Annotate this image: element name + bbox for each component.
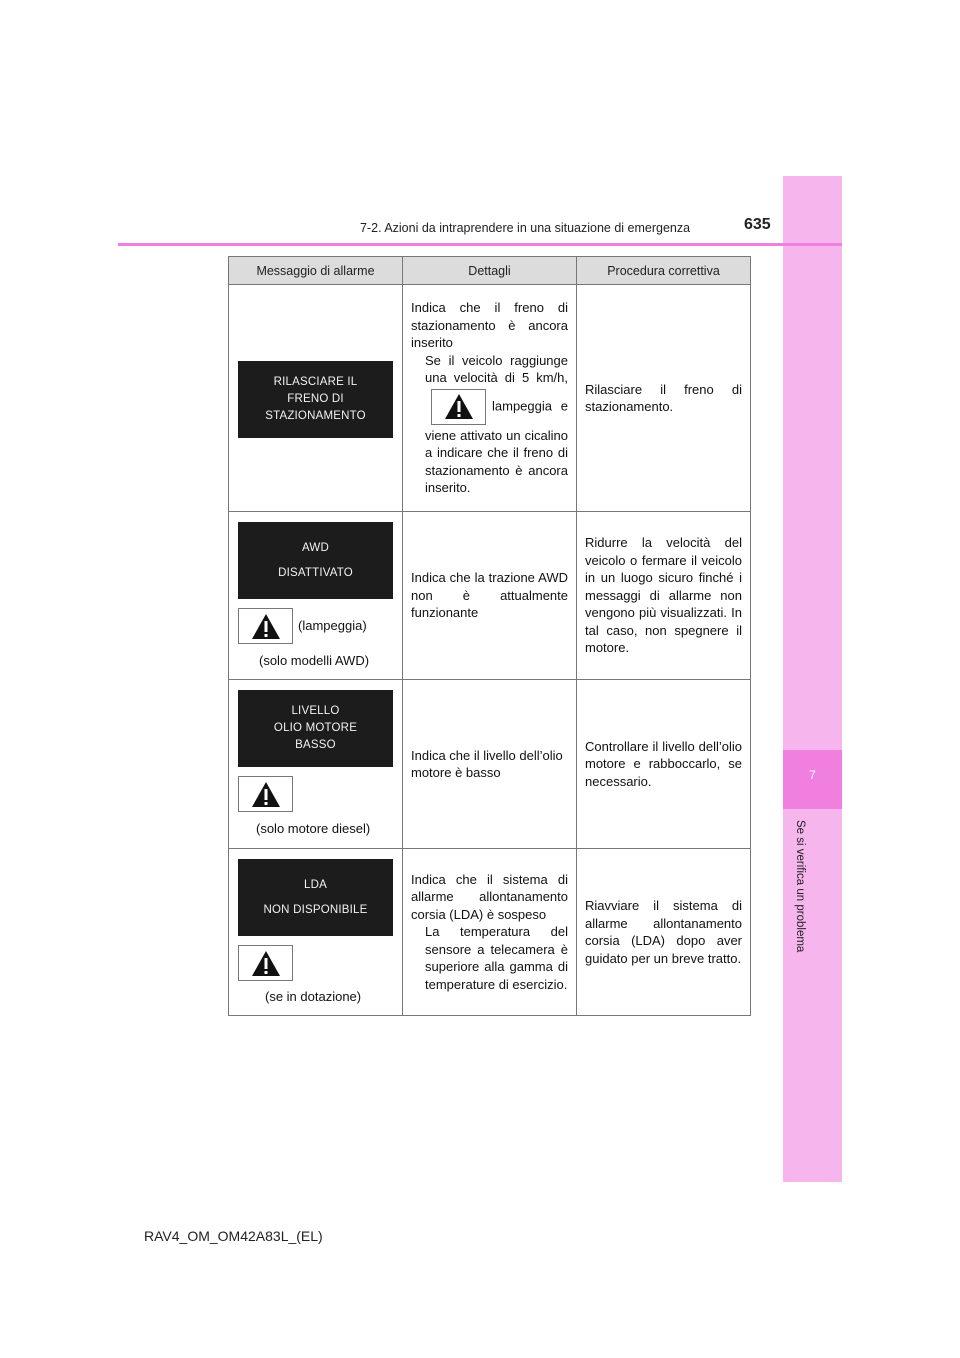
procedure-cell: Rilasciare il freno di stazionamento. bbox=[577, 285, 751, 512]
message-cell bbox=[229, 285, 403, 512]
details-intro: Indica che il freno di stazionamento è ancora inserito bbox=[411, 300, 568, 351]
details-cell bbox=[403, 285, 577, 512]
procedure-cell: Ridurre la velocità del veicolo o fermare il veicolo in un luogo sicuro finché i messaggi di allarme non vengono più visualizzati. In tal caso, non spegnere il motore. bbox=[577, 512, 751, 680]
display-line: OLIO MOTORE bbox=[273, 722, 358, 734]
display-line: STAZIONAMENTO bbox=[265, 410, 366, 422]
details-note bbox=[411, 352, 568, 497]
display-line: BASSO bbox=[295, 739, 336, 751]
display-line: NON DISPONIBILE bbox=[263, 903, 368, 916]
document-code: RAV4_OM_OM42A83L_(EL) bbox=[144, 1228, 323, 1244]
model-note: (solo modelli AWD) bbox=[259, 653, 370, 668]
table-header-row bbox=[229, 257, 751, 285]
details-note-text: lampeggia e viene attivato un cicalino a indicare che il freno di stazionamento è ancora inserito. bbox=[425, 398, 568, 496]
details-note-text: Se il veicolo raggiunge una velocità di 5 km/h, bbox=[425, 352, 568, 386]
warning-triangle-icon bbox=[238, 945, 293, 981]
display-line: LDA bbox=[304, 878, 327, 891]
model-note: (solo motore diesel) bbox=[256, 821, 371, 836]
table-row bbox=[229, 680, 751, 849]
header-rule bbox=[118, 243, 842, 246]
column-header-procedure: Procedura correttiva bbox=[577, 257, 751, 285]
details-intro: Indica che il sistema di allarme allontanamento corsia (LDA) è sospeso bbox=[411, 871, 568, 922]
details-note: La temperatura del sensore a telecamera è superiore alla gamma di temperature di esercizio. bbox=[425, 924, 568, 992]
procedure-cell: Controllare il livello dell’olio motore e rabboccarlo, se necessario. bbox=[577, 680, 751, 849]
procedure-cell: Riavviare il sistema di allarme allontanamento corsia (LDA) dopo aver guidato per un breve tratto. bbox=[577, 849, 751, 1016]
warning-triangle-icon bbox=[238, 608, 293, 644]
details-cell: Indica che il livello dell’olio motore è basso bbox=[403, 680, 577, 849]
display-line: DISATTIVATO bbox=[278, 566, 353, 579]
display-message-lda bbox=[238, 859, 393, 936]
model-note: (se in dotazione) bbox=[265, 989, 362, 1004]
page-number: 635 bbox=[744, 216, 771, 233]
display-message-oil-level bbox=[238, 690, 393, 767]
warning-triangle-icon bbox=[431, 389, 486, 425]
table-row bbox=[229, 512, 751, 680]
display-message-awd bbox=[238, 522, 393, 599]
table-row bbox=[229, 285, 751, 512]
chapter-number: 7 bbox=[809, 768, 816, 782]
column-header-details: Dettagli bbox=[403, 257, 577, 285]
section-title: 7-2. Azioni da intraprendere in una situazione di emergenza bbox=[360, 221, 691, 235]
details-cell bbox=[403, 849, 577, 1016]
display-line: LIVELLO bbox=[291, 705, 340, 717]
warning-message-table bbox=[228, 256, 751, 1016]
message-cell bbox=[229, 849, 403, 1016]
column-header-message: Messaggio di allarme bbox=[229, 257, 403, 285]
details-cell: Indica che la trazione AWD non è attualmente funzionante bbox=[403, 512, 577, 680]
table-row bbox=[229, 849, 751, 1016]
icon-caption: (lampeggia) bbox=[298, 618, 367, 633]
display-message-parking-brake bbox=[238, 361, 393, 438]
display-line: RILASCIARE IL bbox=[273, 376, 358, 388]
message-cell bbox=[229, 512, 403, 680]
chapter-side-tab bbox=[783, 176, 842, 1182]
chapter-title: Se si verifica un problema bbox=[794, 820, 806, 953]
display-line: FRENO DI bbox=[287, 393, 344, 405]
message-cell bbox=[229, 680, 403, 849]
display-line: AWD bbox=[301, 541, 329, 554]
warning-triangle-icon bbox=[238, 776, 293, 812]
